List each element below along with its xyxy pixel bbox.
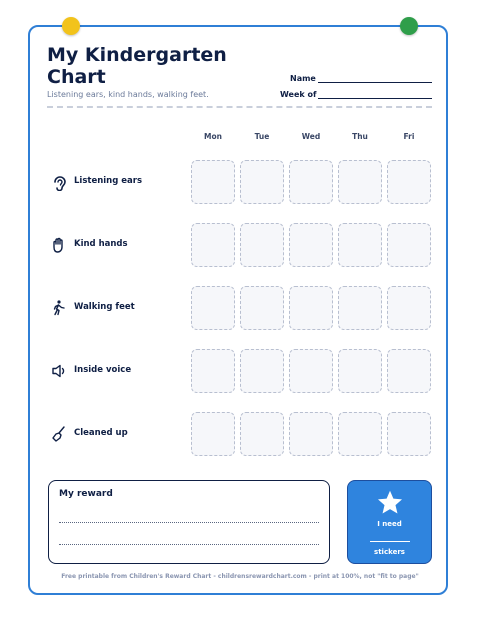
sticker-cell-wed[interactable] — [289, 349, 333, 393]
broom-icon — [50, 425, 68, 443]
footer-note: Free printable from Children's Reward Chart - childrensrewardchart.com - print at 100%, not "fit to page" — [61, 573, 419, 580]
week-of-field[interactable] — [318, 98, 432, 99]
title-line-1: My Kindergarten — [47, 44, 227, 66]
sticker-cell-thu[interactable] — [338, 286, 382, 330]
green-pin-icon — [400, 17, 418, 35]
sticker-cell-fri[interactable] — [387, 349, 431, 393]
yellow-pin-icon — [62, 17, 80, 35]
sticker-cell-tue[interactable] — [240, 286, 284, 330]
i-need-label: I need — [377, 520, 402, 528]
ear-icon — [50, 173, 68, 191]
sticker-cell-fri[interactable] — [387, 160, 431, 204]
hand-icon — [50, 236, 68, 254]
sticker-count-field[interactable] — [370, 541, 410, 542]
sticker-cell-wed[interactable] — [289, 223, 333, 267]
row-label: Cleaned up — [74, 428, 128, 438]
sticker-cell-thu[interactable] — [338, 223, 382, 267]
page-title — [47, 44, 247, 88]
sticker-cell-tue[interactable] — [240, 223, 284, 267]
sticker-cell-mon[interactable] — [191, 286, 235, 330]
day-header-wed: Wed — [301, 132, 321, 141]
sticker-cell-wed[interactable] — [289, 412, 333, 456]
week-of-label: Week of — [280, 90, 317, 99]
row-label: Listening ears — [74, 176, 143, 186]
row-label: Inside voice — [74, 365, 132, 375]
day-header-tue: Tue — [254, 132, 270, 141]
header-divider — [47, 106, 432, 108]
sticker-cell-mon[interactable] — [191, 412, 235, 456]
name-field[interactable] — [318, 82, 432, 83]
sticker-cell-mon[interactable] — [191, 160, 235, 204]
reward-box — [48, 480, 330, 564]
sticker-cell-fri[interactable] — [387, 286, 431, 330]
sticker-cell-thu[interactable] — [338, 349, 382, 393]
sticker-cell-tue[interactable] — [240, 412, 284, 456]
walking-person-icon — [50, 299, 68, 317]
sticker-cell-thu[interactable] — [338, 412, 382, 456]
name-label: Name — [290, 74, 316, 83]
reward-line-2[interactable] — [59, 544, 319, 545]
sticker-cell-thu[interactable] — [338, 160, 382, 204]
sticker-cell-fri[interactable] — [387, 223, 431, 267]
title-line-2: Chart — [47, 66, 106, 88]
row-label: Kind hands — [74, 239, 128, 249]
day-header-thu: Thu — [352, 132, 368, 141]
day-header-mon: Mon — [204, 132, 222, 141]
sticker-cell-wed[interactable] — [289, 160, 333, 204]
row-label: Walking feet — [74, 302, 135, 312]
day-header-fri: Fri — [403, 132, 415, 141]
sticker-cell-mon[interactable] — [191, 349, 235, 393]
sticker-cell-tue[interactable] — [240, 349, 284, 393]
reward-title: My reward — [59, 489, 113, 499]
star-icon — [376, 489, 404, 517]
sticker-cell-wed[interactable] — [289, 286, 333, 330]
speaker-icon — [50, 362, 68, 380]
sticker-cell-fri[interactable] — [387, 412, 431, 456]
stickers-label: stickers — [374, 548, 405, 556]
subtitle: Listening ears, kind hands, walking feet. — [47, 90, 209, 99]
reward-line-1[interactable] — [59, 522, 319, 523]
sticker-goal-box — [347, 480, 432, 564]
sticker-cell-tue[interactable] — [240, 160, 284, 204]
sticker-cell-mon[interactable] — [191, 223, 235, 267]
